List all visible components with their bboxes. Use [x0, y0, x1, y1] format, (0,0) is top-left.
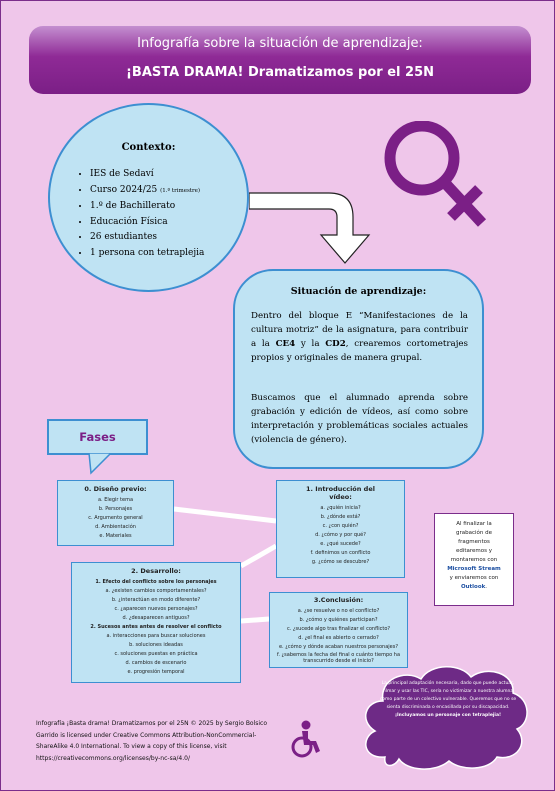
cloud-highlight: ¡Incluyamos un personaje con tetraplejia! [394, 713, 502, 718]
phase-item: d. cambios de escenario [125, 660, 187, 666]
final-line: montaremos con [450, 557, 498, 563]
phase-item: a. Elegir tema [97, 497, 134, 503]
phase-item: d. ¿el final es abierto o cerrado? [298, 635, 379, 641]
phase-item: e. ¿qué sucede? [320, 541, 361, 547]
phase-item: c. soluciones puestas en práctica [114, 651, 198, 657]
phase-item: transcurrido desde el inicio? [303, 658, 374, 664]
phases-label-box [47, 419, 148, 455]
situation-text: y la [295, 339, 326, 349]
final-tool-stream: Microsoft Stream [447, 566, 501, 572]
context-item: • IES de Sedaví [90, 167, 204, 183]
context-item: • 1.º de Bachillerato [90, 199, 204, 215]
phase-item: a. ¿existen cambios comportamentales? [105, 588, 207, 594]
phases-callout-tail [87, 453, 117, 475]
phase-3-title: 3.Conclusión: [313, 596, 364, 604]
context-item-text: Curso 2024/25 [90, 184, 158, 195]
competence-cd2: CD2 [325, 339, 346, 349]
competence-ce4: CE4 [275, 339, 296, 349]
phase-item: a. ¿se resuelve o no el conflicto? [297, 608, 380, 614]
phase-2-subtitle-2: 2. Sucesos antes antes de resolver el conflicto [90, 624, 222, 630]
phase-2-subtitle-1: 1. Efecto del conflicto sobre los personajes [95, 579, 217, 585]
final-tool-outlook: Outlook [460, 584, 486, 590]
final-line: editaremos y [455, 548, 493, 554]
final-line: Al finalizar la [456, 521, 492, 527]
phase-item: e. progresión temporal [127, 669, 185, 675]
phase-item: f. definimos un conflicto [310, 550, 371, 556]
context-item: • 26 estudiantes [90, 230, 204, 246]
phase-item: c. Argumento general [88, 515, 143, 521]
cloud-text [379, 680, 517, 720]
wheelchair-icon [286, 719, 326, 759]
final-note-box [434, 513, 514, 606]
phase-1-title: 1. Introducción del [306, 485, 375, 493]
situation-text: , crearemos cortometrajes propios y originales de manera grupal. [251, 339, 468, 363]
phase-item: b. ¿interactúan en modo diferente? [111, 597, 201, 603]
phase-1-box [276, 480, 405, 578]
phases-label: Fases [79, 430, 116, 444]
phase-item: b. ¿cómo y quiénes participan? [299, 617, 378, 623]
phase-item: g. ¿cómo se descubre? [311, 559, 370, 565]
phase-item: b. soluciones ideadas [129, 642, 183, 648]
phase-item: c. ¿aparecen nuevos personajes? [114, 606, 198, 612]
final-line: y enviaremos con [449, 575, 499, 581]
phase-item: b. ¿dónde está? [320, 514, 361, 520]
phase-item: f. ¿sabemos la fecha del final o cuánto tiempo ha [276, 652, 401, 658]
context-title: Contexto: [121, 142, 176, 153]
phase-item: a. interacciones para buscar soluciones [106, 633, 206, 639]
phase-2-box [71, 562, 241, 683]
phase-item: c. ¿sucede algo tras finalizar el conflicto? [286, 626, 391, 632]
context-item: • 1 persona con tetraplejia [90, 246, 204, 262]
phase-3-box [269, 592, 408, 668]
phase-item: c. ¿con quién? [322, 523, 359, 529]
phase-0-title: 0. Diseño previo: [84, 485, 147, 493]
context-item: • Educación Física [90, 215, 204, 231]
final-line: grabación de [455, 530, 492, 536]
phase-0-box [57, 480, 174, 546]
license-text: Infografía ¡Basta drama! Dramatizamos por el 25N © 2025 by Sergio Bolsico Garrido is licensed under Creative Commons Attribution-NonCommercial-ShareAlike 4.0 International. To view a copy of this license, visit https://creativecommons.org/licenses/by-nc-sa/4.0/ [36, 720, 268, 762]
situation-paragraph-2: Buscamos que el alumnado aprenda sobre grabación y edición de vídeos, así como sobre interpretación y problemáticas sociales actuales (violencia de género). [251, 393, 468, 445]
phase-2-title: 2. Desarrollo: [131, 567, 181, 575]
phase-item: e. Materiales [99, 533, 132, 539]
header-subtitle: Infografía sobre la situación de aprendizaje: [137, 36, 423, 51]
situation-text: Dentro del bloque E “Manifestaciones de la cultura motriz” de la asignatura, para contribuir a la [251, 311, 468, 349]
phase-item: d. ¿desaparecen antiguos? [122, 615, 190, 621]
context-item-note: (1.º trimestre) [160, 187, 201, 194]
phase-item: e. ¿cómo y dónde acaban nuestros personajes? [278, 644, 398, 650]
phase-1-title-2: vídeo: [329, 493, 352, 501]
header-title: ¡BASTA DRAMA! Dramatizamos por el 25N [125, 65, 434, 80]
phase-item: d. ¿cómo y por qué? [315, 532, 366, 538]
cloud-paragraph: La principal adaptación necesaria, dado que puede actuar, filmar y usar las TIC, sería no victimizar a nuestra alumna como parte de un colectivo vulnerable. Queremos que no se sienta discriminada o encasillada por su discapacidad. [379, 681, 517, 710]
phase-item: b. Personajes [98, 506, 133, 512]
final-line: . [485, 584, 488, 590]
phase-item: a. ¿quién inicia? [320, 505, 361, 511]
phase-item: d. Ambientación [95, 524, 136, 530]
final-line: fragmentos [458, 539, 490, 545]
situation-title: Situación de aprendizaje: [290, 286, 427, 297]
